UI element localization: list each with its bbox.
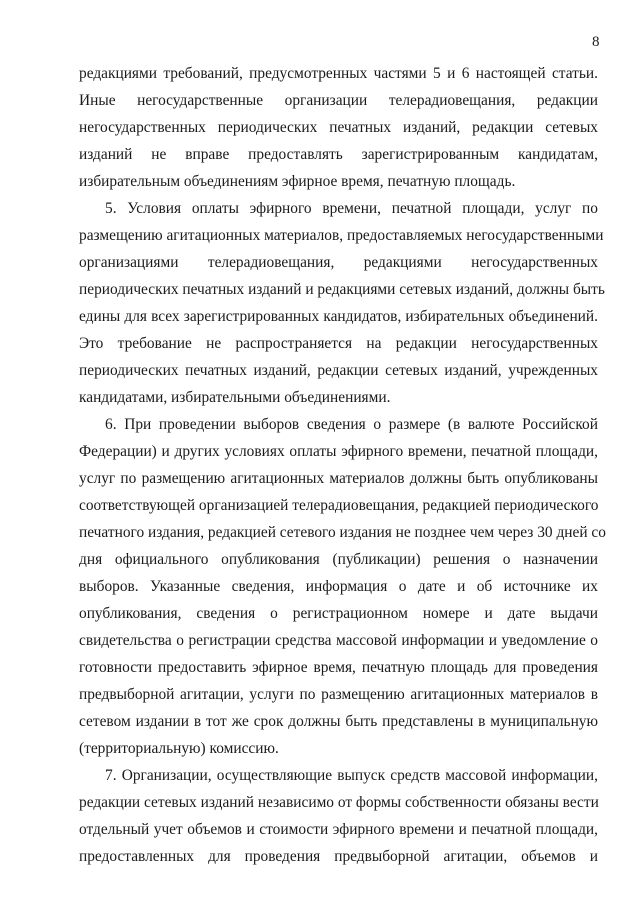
text-line: услуг по размещению агитационных материалов должны быть опубликованы bbox=[79, 470, 598, 487]
text-line: едины для всех зарегистрированных кандидатов, избирательных объединений. bbox=[79, 308, 598, 325]
text-line: избирательным объединениям эфирное время, печатную площадь. bbox=[79, 173, 516, 190]
text-line: готовности предоставить эфирное время, печатную площадь для проведения bbox=[79, 659, 598, 676]
text-line: выборов. Указанные сведения, информация о дате и об источнике их bbox=[79, 578, 598, 595]
text-line: редакциями требований, предусмотренных частями 5 и 6 настоящей статьи. bbox=[79, 65, 598, 82]
text-line: сетевом издании в тот же срок должны быть представлены в муниципальную bbox=[79, 713, 598, 730]
text-line: 5. Условия оплаты эфирного времени, печатной площади, услуг по bbox=[105, 200, 598, 217]
text-line: опубликования, сведения о регистрационном номере и дате выдачи bbox=[79, 605, 598, 622]
text-line: предоставленных для проведения предвыборной агитации, объемов и bbox=[79, 848, 598, 865]
text-line: (территориальную) комиссию. bbox=[79, 740, 279, 757]
page-number: 8 bbox=[592, 34, 600, 50]
text-line: редакции сетевых изданий независимо от формы собственности обязаны вести bbox=[79, 794, 599, 811]
text-line: периодических печатных изданий, редакции сетевых изданий, учрежденных bbox=[79, 362, 598, 379]
text-line: 6. При проведении выборов сведения о размере (в валюте Российской bbox=[105, 416, 598, 433]
text-line: 7. Организации, осуществляющие выпуск средств массовой информации, bbox=[105, 767, 598, 784]
text-line: периодических печатных изданий и редакциями сетевых изданий, должны быть bbox=[79, 281, 605, 298]
text-line: дня официального опубликования (публикации) решения о назначении bbox=[79, 551, 598, 568]
text-line: печатного издания, редакцией сетевого издания не позднее чем через 30 дней со bbox=[79, 524, 606, 541]
text-line: свидетельства о регистрации средства массовой информации и уведомление о bbox=[79, 632, 598, 649]
text-line: отдельный учет объемов и стоимости эфирного времени и печатной площади, bbox=[79, 821, 598, 838]
text-line: Это требование не распространяется на редакции негосударственных bbox=[79, 335, 598, 352]
text-line: изданий не вправе предоставлять зарегистрированным кандидатам, bbox=[79, 146, 598, 163]
text-line: предвыборной агитации, услуги по размещению агитационных материалов в bbox=[79, 686, 598, 703]
text-line: соответствующей организацией телерадиовещания, редакцией периодического bbox=[79, 497, 599, 514]
text-line: размещению агитационных материалов, предоставляемых негосударственными bbox=[79, 227, 604, 244]
text-line: Иные негосударственные организации телерадиовещания, редакции bbox=[79, 92, 598, 109]
text-line: организациями телерадиовещания, редакциями негосударственных bbox=[79, 254, 598, 271]
text-line: кандидатами, избирательными объединениями. bbox=[79, 389, 391, 406]
text-line: негосударственных периодических печатных изданий, редакции сетевых bbox=[79, 119, 598, 136]
text-line: Федерации) и других условиях оплаты эфирного времени, печатной площади, bbox=[79, 443, 598, 460]
